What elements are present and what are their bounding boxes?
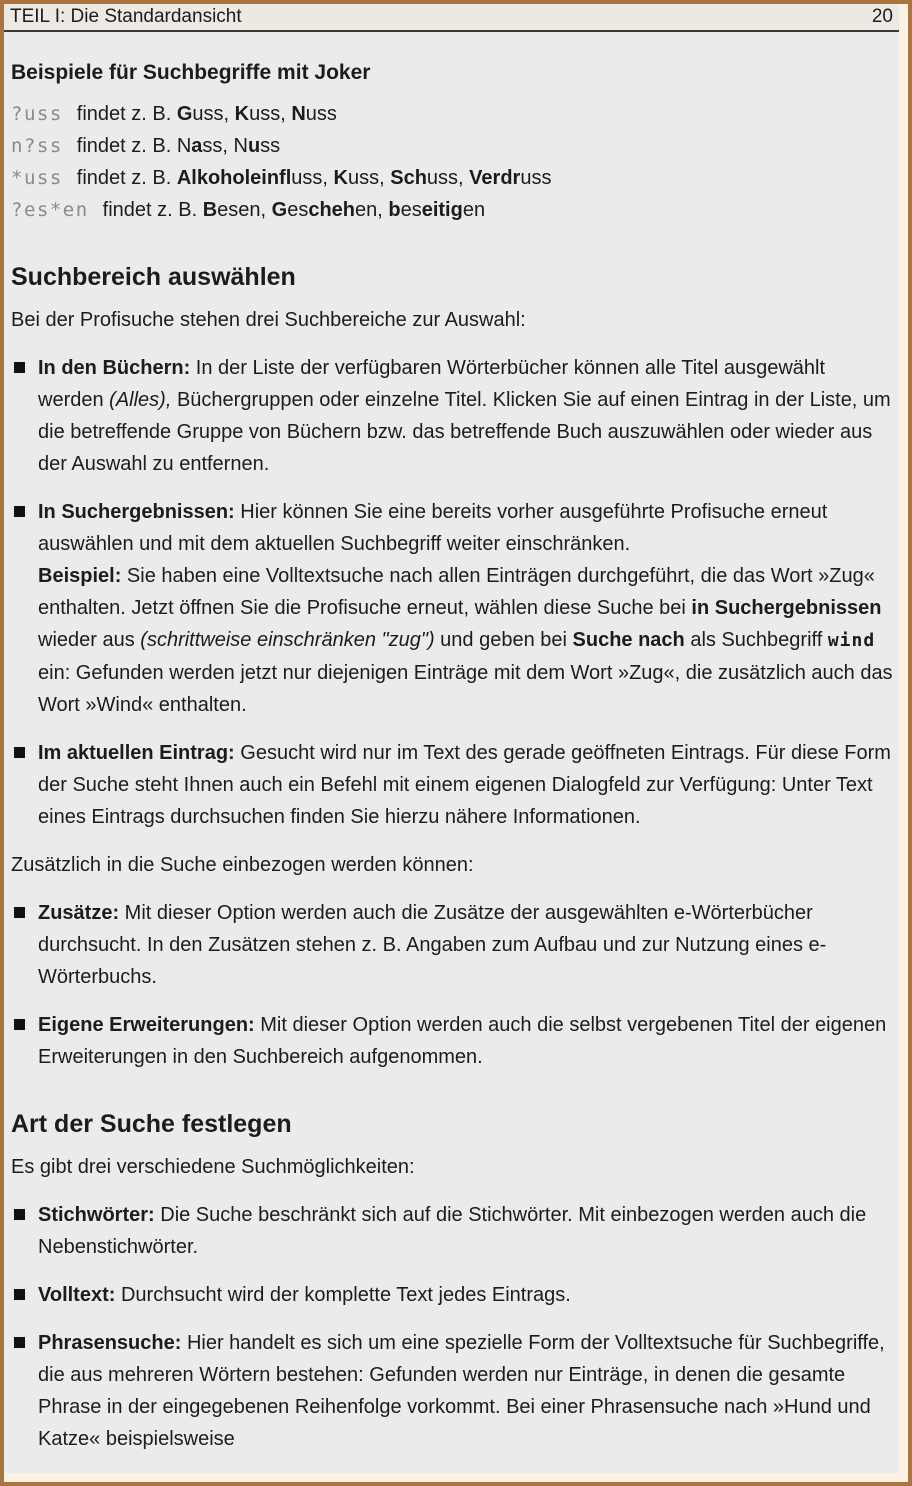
text-run: Stichwörter: [38,1204,155,1226]
bullet-eigene-erweiterungen [11,1009,893,1073]
art-intro: Es gibt drei verschiedene Suchmöglichkeiten: [11,1156,415,1178]
text-run: Büchergruppen oder einzelne Titel. Klicken Sie auf einen Eintrag in der Liste, um die betreffende Gruppe von Büchern bzw. das betreffende Buch auszuwählen oder wieder aus der Auswahl zu entfernen. [38,389,891,475]
text-run: es [400,199,422,221]
bullet-text [38,496,893,721]
text-run: Eigene Erweiterungen: [38,1014,255,1036]
text-run: K [333,167,348,189]
text-run: Im aktuellen Eintrag: [38,742,235,764]
bullet-square-icon [14,1337,25,1348]
joker-pattern: n?ss [11,135,63,157]
text-run: ss, N [202,135,248,157]
bullet-zusaetze [11,897,893,993]
text-run: uss [305,103,337,125]
bullet-volltext [11,1279,893,1311]
text-run: findet z. B. N [76,135,192,157]
text-run: Phrasensuche: [38,1332,182,1354]
joker-pattern: ?es*en [11,199,89,221]
joker-example-row [11,98,893,130]
page-content-area [4,4,899,1473]
joker-example-row [11,162,893,194]
bullet-text [38,897,893,993]
text-run: G [176,103,193,125]
joker-example-text [77,167,552,189]
text-run: en, [355,199,389,221]
bullet-square-icon [14,362,25,373]
text-run: und geben bei [434,629,573,651]
joker-pattern: *uss [11,167,63,189]
text-run: K [234,103,250,125]
running-header-title: TEIL I: Die Standardansicht [10,6,242,27]
bullet-text [38,737,893,833]
bullet-text [38,1279,893,1311]
bullet-square-icon [14,506,25,517]
text-run: uss, [192,103,235,125]
text-run: Alkoholeinfl [176,167,292,189]
text-run: Suche nach [572,629,685,651]
text-run: Mit dieser Option werden auch die selbst vergebenen Titel der eigenen Erweiterungen in den Suchbereich aufgenommen. [38,1014,887,1068]
text-run: a [191,135,203,157]
text-run: Hier handelt es sich um eine spezielle Form der Volltextsuche für Suchbegriffe, die aus mehreren Wörtern bestehen: Gefunden werden nur Einträge, in denen die gesamte Phrase in der eingegebenen Reihenfolge vorkommt. Bei einer Phrasensuche nach »Hund und Katze« beispielsweise [38,1332,885,1450]
text-run: In Suchergebnissen: [38,501,235,523]
text-run: G [271,199,288,221]
text-run: u [247,135,261,157]
page-body [4,58,899,1455]
text-run: es [287,199,309,221]
text-run: Hier können Sie eine bereits vorher ausgeführte Profisuche erneut auswählen und mit dem aktuellen Suchbegriff weiter einschränken. [38,501,828,555]
joker-example-text [103,199,485,221]
text-run: uss [520,167,552,189]
suchbereich-intro: Bei der Profisuche stehen drei Suchbereiche zur Auswahl: [11,309,526,331]
bullet-in-suchergebnissen [11,496,893,721]
text-run: uss, [347,167,391,189]
bullet-square-icon [14,1209,25,1220]
joker-example-text [77,135,280,157]
text-run: In den Büchern: [38,357,191,379]
text-run: Die Suche beschränkt sich auf die Stichwörter. Mit einbezogen werden auch die Nebenstichwörter. [38,1204,867,1258]
zusatz-intro: Zusätzlich in die Suche einbezogen werden können: [11,854,474,876]
bullet-stichwoerter [11,1199,893,1263]
text-run: Sch [390,167,427,189]
text-run: findet z. B. [76,103,177,125]
text-run: ein: Gefunden werden jetzt nur diejenigen Einträge mit dem Wort »Zug«, die zusätzlich auch das Wort »Wind« enthalten. [38,662,893,716]
text-run: Sie haben eine Volltextsuche nach allen Einträgen durchgeführt, die das Wort »Zug« enthalten. Jetzt öffnen Sie die Profisuche erneut, wählen diese Suche bei [38,565,875,619]
running-header [4,4,899,32]
text-run: uss, [291,167,334,189]
text-run: Volltext: [38,1284,116,1306]
text-run: Gesucht wird nur im Text des gerade geöffneten Eintrags. Für diese Form der Suche steht Ihnen auch ein Befehl mit einem eigenen Dialogfeld zur Verfügung: Unter Text eines Eintrags durchsuchen finden Sie hierzu nähere Informationen. [38,742,891,828]
text-run: Mit dieser Option werden auch die Zusätze der ausgewählten e-Wörterbücher durchsucht. In den Zusätzen stehen z. B. Angaben zum Aufbau und zur Nutzung eines e-Wörterbuchs. [38,902,827,988]
bullet-phrasensuche [11,1327,893,1455]
text-run: uss, [249,103,292,125]
text-run: B [202,199,218,221]
bullet-square-icon [14,747,25,758]
text-run: en [462,199,486,221]
text-run: (Alles), [109,389,172,411]
bullet-text [38,1009,893,1073]
text-run: Zusätze: [38,902,120,924]
joker-pattern: ?uss [11,103,63,125]
page-number: 20 [871,6,893,27]
text-run: Verdr [469,167,521,189]
bullet-square-icon [14,1289,25,1300]
text-run: esen, [217,199,272,221]
joker-examples-heading: Beispiele für Suchbegriffe mit Joker [11,61,371,84]
joker-example-text [77,103,337,125]
text-run: In der Liste der verfügbaren Wörterbücher können alle Titel ausgewählt werden [38,357,826,411]
text-run: b [388,199,401,221]
joker-example-row [11,130,893,162]
text-run: uss, [426,167,470,189]
text-run: (schrittweise einschränken "zug") [140,629,435,651]
text-run: eitig [421,199,463,221]
text-run: ss [260,135,281,157]
text-run: wind [827,630,876,651]
section-heading-suchbereich: Suchbereich auswählen [11,263,296,291]
bullet-square-icon [14,907,25,918]
bullet-square-icon [14,1019,25,1030]
text-run: cheh [308,199,356,221]
text-run: in Suchergebnissen [691,597,882,619]
text-run: findet z. B. [102,199,203,221]
text-run: Durchsucht wird der komplette Text jedes Eintrags. [115,1284,571,1306]
section-heading-art-der-suche: Art der Suche festlegen [11,1110,292,1138]
bullet-in-den-buechern [11,352,893,480]
text-run: Beispiel: [38,565,122,587]
text-run: findet z. B. [76,167,177,189]
bullet-im-aktuellen-eintrag [11,737,893,833]
bullet-text [38,1199,893,1263]
text-run: wieder aus [38,629,141,651]
text-run: als Suchbegriff [684,629,828,651]
joker-example-row [11,194,893,226]
bullet-text [38,352,893,480]
text-run: N [291,103,306,125]
bullet-text [38,1327,893,1455]
